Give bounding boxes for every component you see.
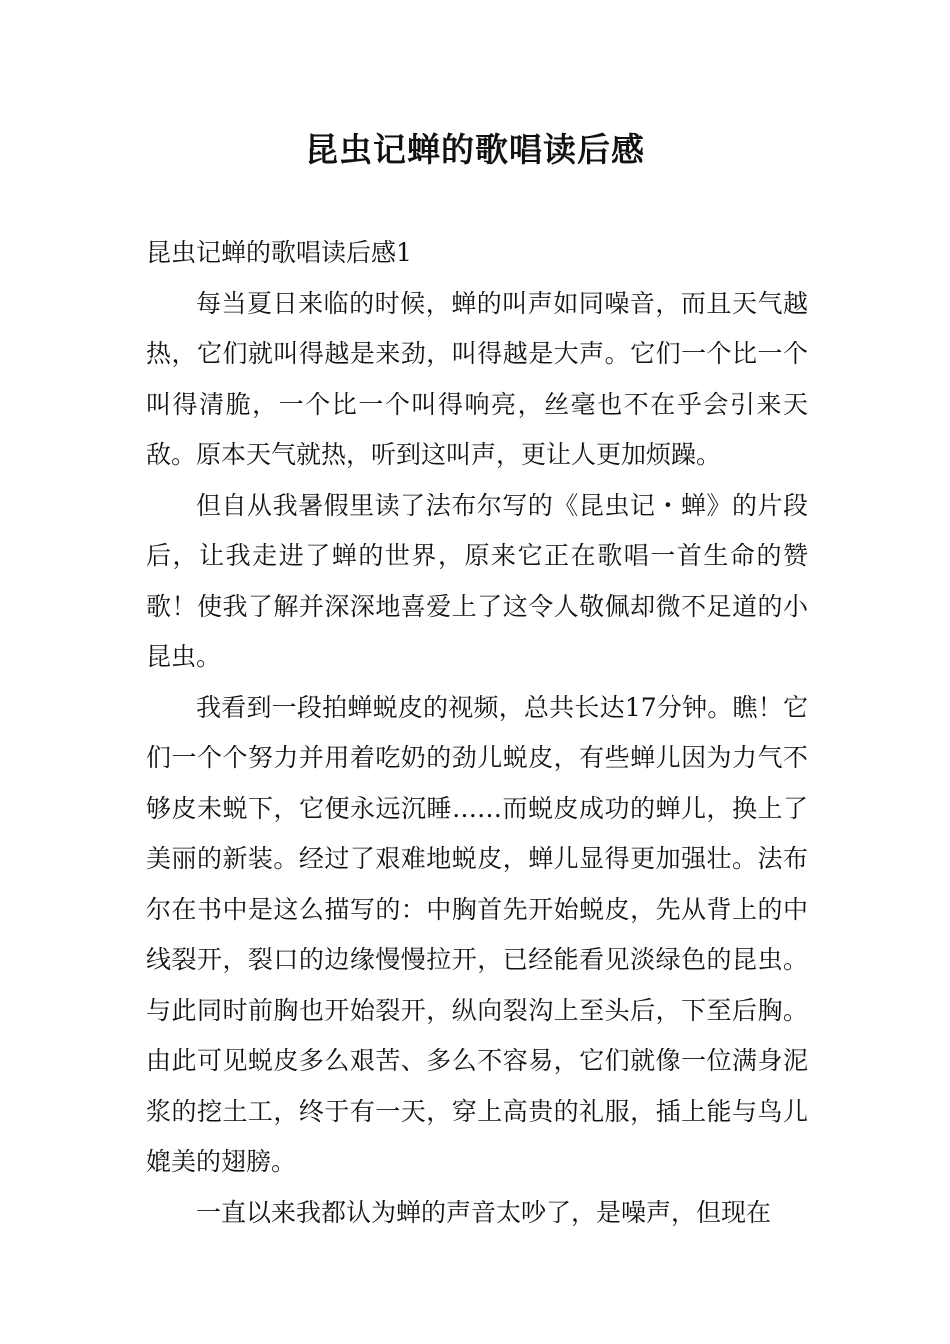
document-title: 昆虫记蝉的歌唱读后感 [305,130,645,169]
paragraph-4: 一直以来我都认为蝉的声音太吵了，是噪声，但现在 [196,1197,772,1227]
document-body [146,228,808,1238]
section-heading: 昆虫记蝉的歌唱读后感1 [146,238,412,267]
paragraph-2: 但自从我暑假里读了法布尔写的《昆虫记・蝉》的片段后，让我走进了蝉的世界，原来它正在歌唱一首生命的赞歌！使我了解并深深地喜爱上了这令人敬佩却微不足道的小昆虫。 [146,490,808,671]
paragraph-3: 我看到一段拍蝉蜕皮的视频，总共长达17分钟。瞧！它们一个个努力并用着吃奶的劲儿蜕皮，有些蝉儿因为力气不够皮未蜕下，它便永远沉睡……而蜕皮成功的蝉儿，换上了美丽的新装。经过了艰难地蜕皮，蝉儿显得更加强壮。法布尔在书中是这么描写的：中胸首先开始蜕皮，先从背上的中线裂开，裂口的边缘慢慢拉开，已经能看见淡绿色的昆虫。与此同时前胸也开始裂开，纵向裂沟上至头后，下至后胸。由此可见蜕皮多么艰苦、多么不容易，它们就像一位满身泥浆的挖土工，终于有一天，穿上高贵的礼服，插上能与鸟儿媲美的翅膀。 [146,692,808,1176]
paragraph-1: 每当夏日来临的时候，蝉的叫声如同噪音，而且天气越热，它们就叫得越是来劲，叫得越是大声。它们一个比一个叫得清脆，一个比一个叫得响亮，丝毫也不在乎会引来天敌。原本天气就热，听到这叫声，更让人更加烦躁。 [146,288,808,469]
